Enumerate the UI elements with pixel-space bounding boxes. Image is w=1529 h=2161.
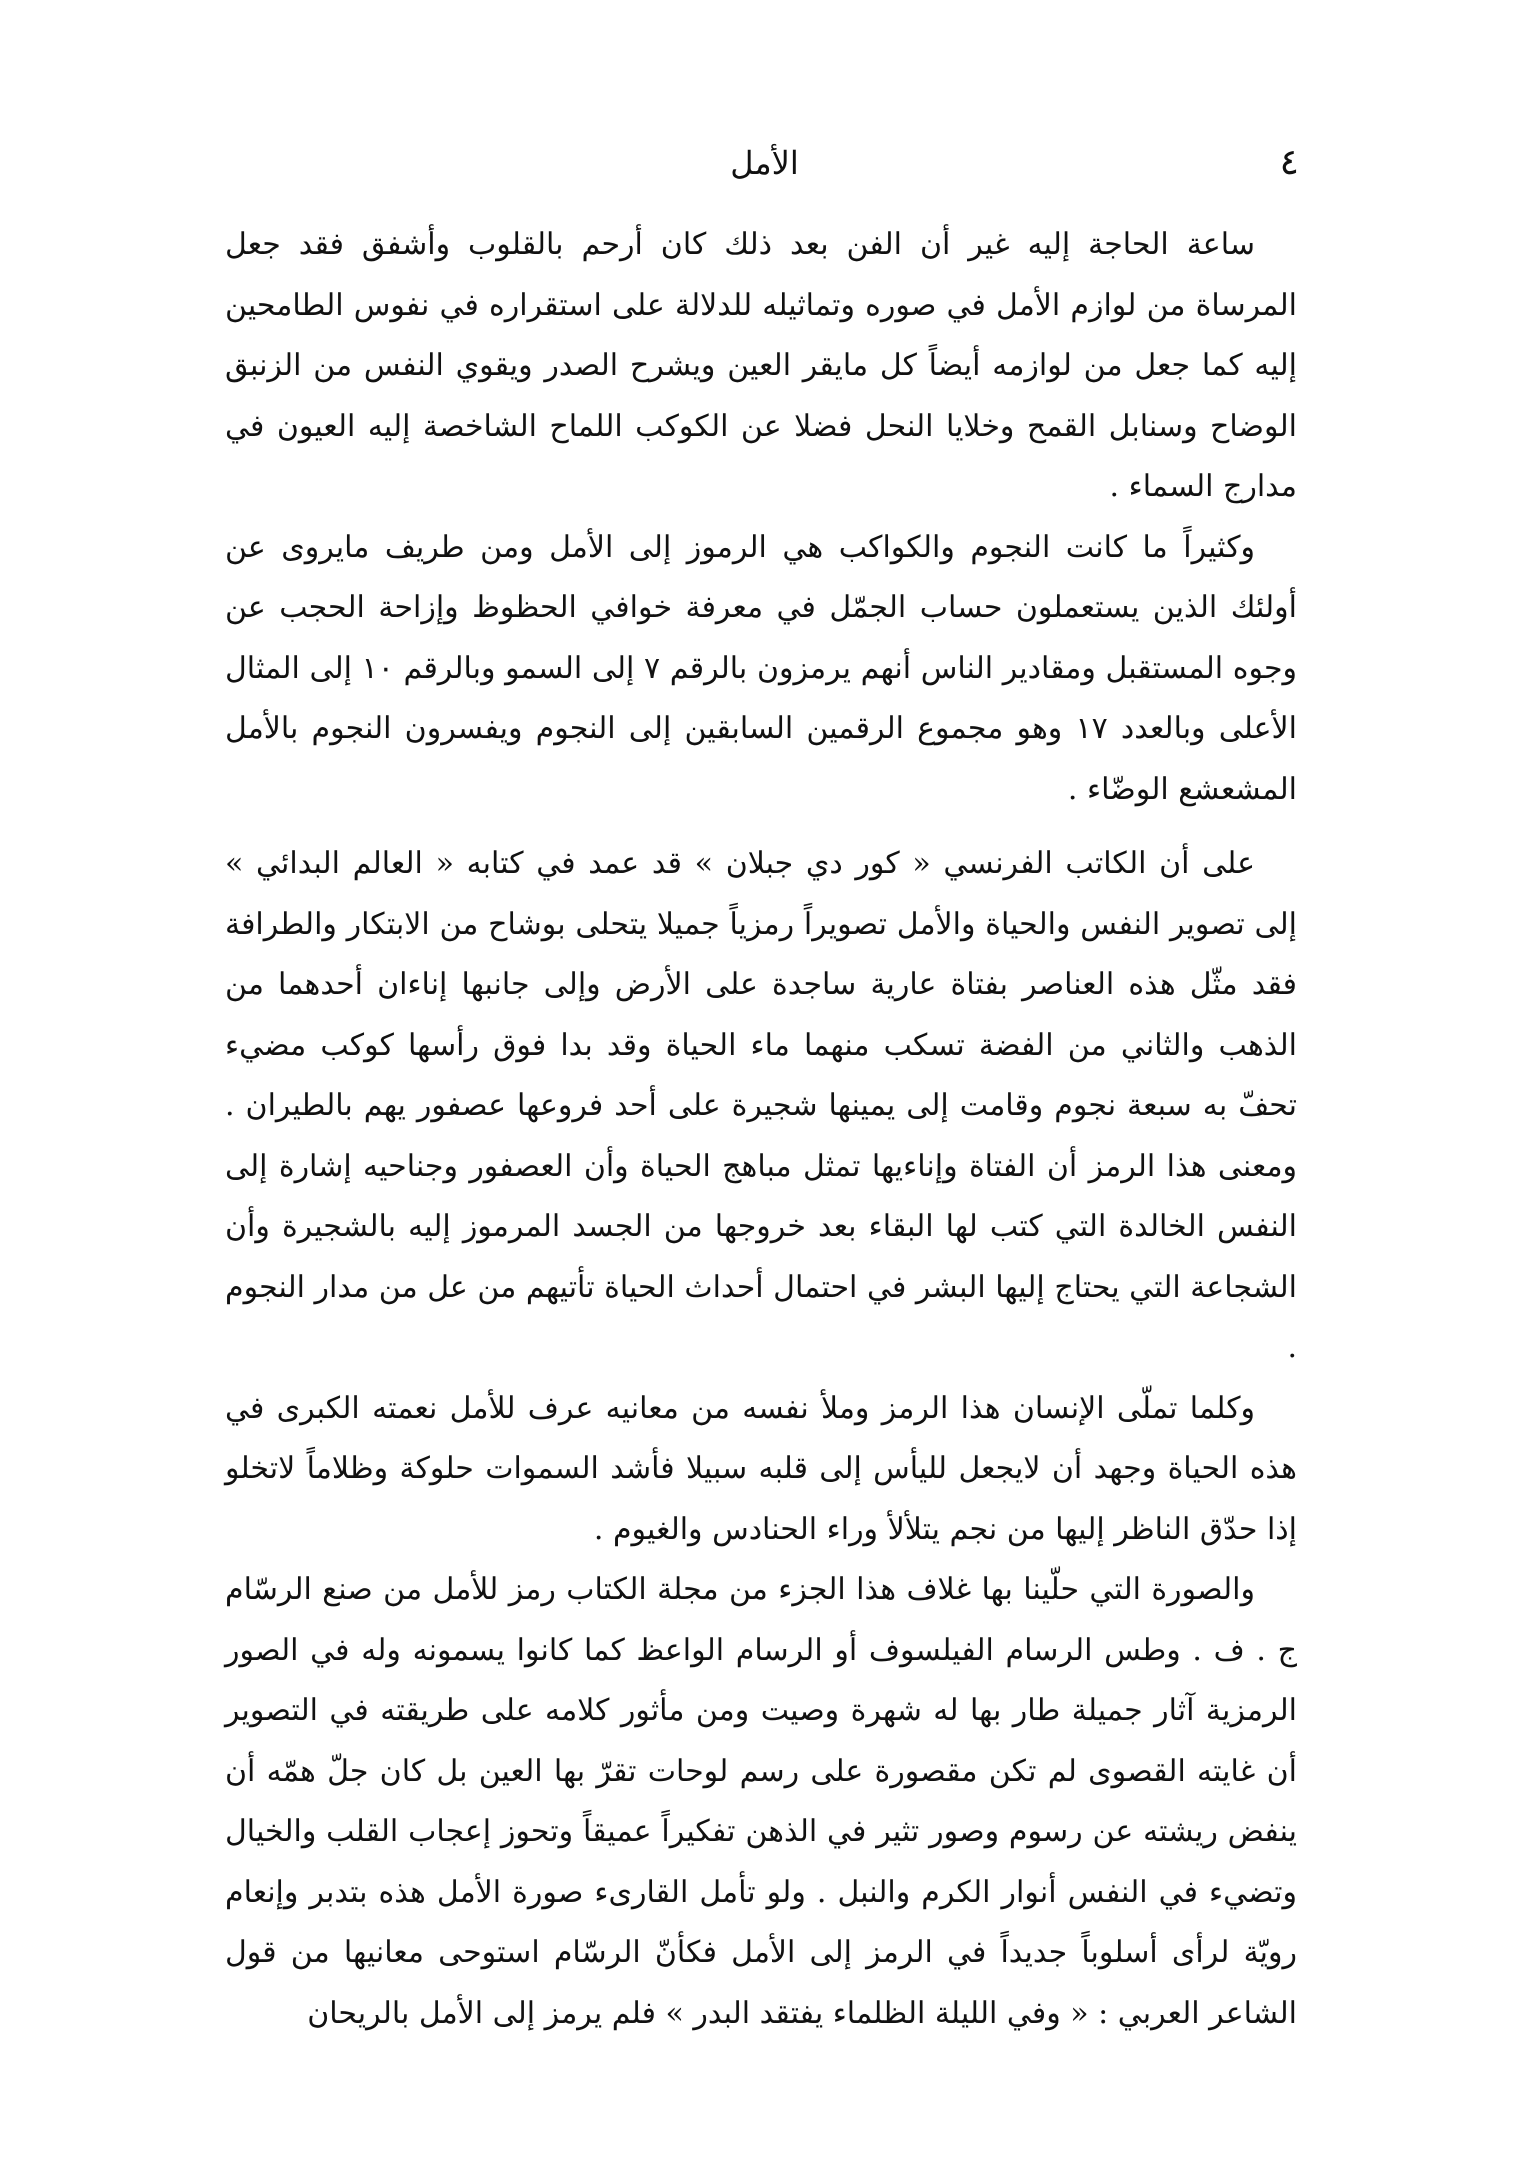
running-title: الأمل [730, 144, 799, 182]
paragraph-anchor-symbol: ساعة الحاجة إليه غير أن الفن بعد ذلك كان أرحم بالقلوب وأشفق فقد جعل المرساة من لوازم الأمل في صوره وتماثيله للدلالة على استقراره في نفوس الطامحين إليه كما جعل من لوازمه أيضاً كل مايقر العين ويشرح الصدر ويقوي النفس من الزنبق الوضاح وسنابل القمح وخلايا النحل فضلا عن الكوكب اللماح الشاخصة إليه العيون في مدارج السماء . [225, 227, 1297, 504]
page-number: ٤ [1279, 142, 1299, 183]
paragraph-stars-symbol: وكثيراً ما كانت النجوم والكواكب هي الرموز إلى الأمل ومن طريف مايروى عن أولئك الذين يستعملون حساب الجمّل في معرفة خوافي الحظوظ وإزاحة الحجب عن وجوه المستقبل ومقادير الناس أنهم يرمزون بالرقم ٧ إلى السمو وبالرقم ١٠ إلى المثال الأعلى وبالعدد ١٧ وهو مجموع الرقمين السابقين إلى النجوم ويفسرون النجوم بالأمل المشعشع الوضّاء . [225, 529, 1297, 807]
paragraph-court-de-gebelin: على أن الكاتب الفرنسي « كور دي جبلان » قد عمد في كتابه « العالم البدائي » إلى تصوير النفس والحياة والأمل تصويراً رمزياً جميلا يتحلى بوشاح من الابتكار والطرافة فقد مثّل هذه العناصر بفتاة عارية ساجدة على الأرض وإلى جانبها إناءان أحدهما من الذهب والثاني من الفضة تسكب منهما ماء الحياة وقد بدا فوق رأسها كوكب مضيء تحفّ به سبعة نجوم وقامت إلى يمينها شجيرة على أحد فروعها عصفور يهم بالطيران . ومعنى هذا الرمز أن الفتاة وإناءيها تمثل مباهج الحياة وأن العصفور وجناحيه إشارة إلى النفس الخالدة التي كتب لها البقاء بعد خروجها من الجسد المرموز إليه بالشجيرة وأن الشجاعة التي يحتاج إليها البشر في احتمال أحداث الحياة تأتيهم من عل من مدار النجوم . [225, 846, 1298, 1365]
page-header [230, 140, 1299, 186]
paragraph-hope-blessing: وكلما تملّى الإنسان هذا الرمز وملأ نفسه من معانيه عرف للأمل نعمته الكبرى في هذه الحياة وجهد أن لايجعل لليأس إلى قلبه سبيلا فأشد السموات حلوكة وظلاماً لاتخلو إذا حدّق الناظر إليها من نجم يتلألأ وراء الحنادس والغيوم . [225, 1390, 1297, 1547]
body-text [225, 215, 1297, 2044]
paragraph-watts-painting: والصورة التي حلّينا بها غلاف هذا الجزء من مجلة الكتاب رمز للأمل من صنع الرسّام ج . ف . وطس الرسام الفيلسوف أو الرسام الواعظ كما كانوا يسمونه وله في الصور الرمزية آثار جميلة طار بها له شهرة وصيت ومن مأثور كلامه على طريقته في التصوير أن غايته القصوى لم تكن مقصورة على رسم لوحات تقرّ بها العين بل كان جلّ همّه أن ينفض ريشته عن رسوم وصور تثير في الذهن تفكيراً عميقاً وتحوز إعجاب القلب والخيال وتضيء في النفس أنوار الكرم والنبل . ولو تأمل القارىء صورة الأمل هذه بتدبر وإنعام رويّة لرأى أسلوباً جديداً في الرمز إلى الأمل فكأنّ الرسّام استوحى معانيها من قول الشاعر العربي : « وفي الليلة الظلماء يفتقد البدر » فلم يرمز إلى الأمل بالريحان [225, 1572, 1297, 2031]
